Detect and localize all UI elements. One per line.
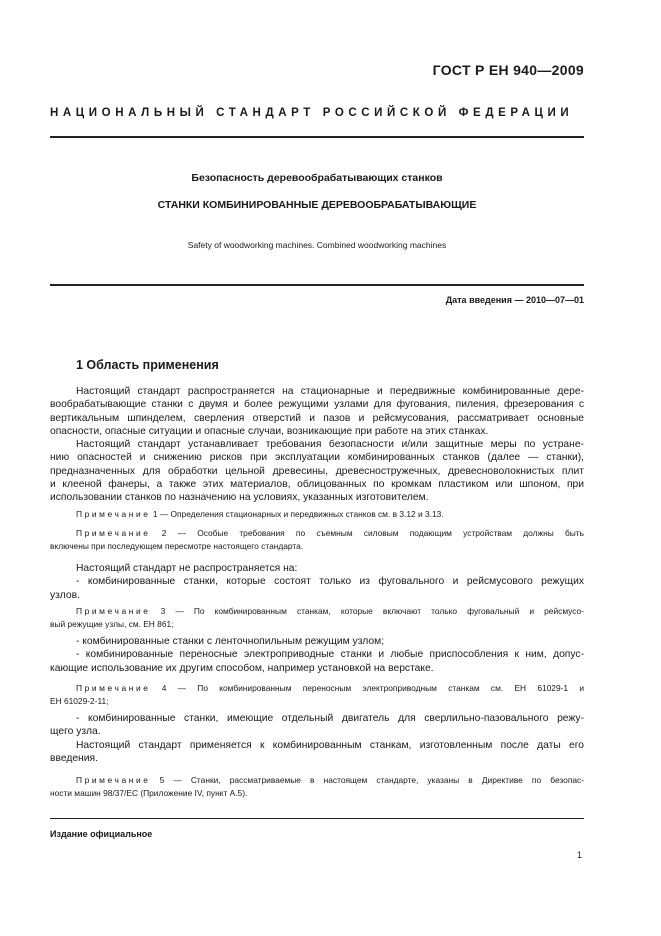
- note-5: Примечание 5 — Станки, рассматриваемые в настоящем стандарте, указаны в Директиве по безопас- ности машин 98/37/ЕС (Приложение IV, пункт А.5).: [50, 775, 584, 798]
- national-standard-title: НАЦИОНАЛЬНЫЙ СТАНДАРТ РОССИЙСКОЙ ФЕДЕРАЦИИ: [50, 107, 574, 119]
- note-label: Примечание: [76, 528, 151, 538]
- note-label: Примечание: [76, 683, 151, 693]
- note-1: Примечание 1 — Определения стационарных и передвижных станков см. в 3.12 и 3.13.: [76, 509, 444, 519]
- top-rule: [50, 136, 584, 138]
- note-label: Примечание: [76, 775, 151, 785]
- paragraph-scope: Настоящий стандарт распространяется на стационарные и передвижные комбинированные дере- вообрабатывающие станки с двумя и более режущими узлами для фугования, пиления, фрезерования с вертикальным шпинделем, сверления отверстий и пазов и рейсмусования, рассматривает основные опасности, опасные ситуации и опасные случаи, возникающие при работе на этих станках.: [50, 386, 584, 437]
- standard-code: ГОСТ Р ЕН 940—2009: [432, 62, 584, 78]
- note-4: Примечание 4 — По комбинированным переносным электроприводным станкам см. ЕН 61029-1 и ЕН 61029-2-11;: [50, 683, 584, 706]
- note-label: Примечание: [76, 509, 151, 519]
- introduction-date: Дата введения — 2010—07—01: [445, 295, 584, 305]
- note-label: Примечание: [76, 606, 151, 616]
- footer-rule: [50, 818, 584, 819]
- middle-rule: [50, 284, 584, 286]
- exclusion-list: - комбинированные станки с ленточнопильным режущим узлом; - комбинированные переносные электроприводные станки и любые приспособления к ним, допус- кающие использование их другим способом, например установкой на верстаке.: [50, 636, 584, 674]
- exclusion-list-2: - комбинированные станки, имеющие отдельный двигатель для сверлильно-пазовального режу- щего узла. Настоящий стандарт применяется к комбинированным станкам, изготовленным после даты его введения.: [50, 713, 584, 764]
- paragraph-exclusions: Настоящий стандарт не распространяется на: - комбинированные станки, которые состоят только из фуговального и рейсмусового режущих узлов.: [50, 563, 584, 601]
- standard-title-ru-general: Безопасность деревообрабатывающих станков: [191, 172, 443, 184]
- paragraph-requirements: Настоящий стандарт устанавливает требования безопасности и/или защитные меры по устране- нию опасностей и снижению рисков при эксплуатации комбинированных станков (далее — станки), предназначенных для обработки цельной древесины, древесностружечных, древесноволокнистых плит и клееной фанеры, а также этих материалов, облицованных по кромкам пластиком или шпоном, при использовании станков по назначению на условиях, указанных изготовителем.: [50, 439, 584, 504]
- standard-title-ru-main: СТАНКИ КОМБИНИРОВАННЫЕ ДЕРЕВООБРАБАТЫВАЮЩИЕ: [157, 199, 477, 211]
- standard-title-en: Safety of woodworking machines. Combined woodworking machines: [187, 240, 447, 250]
- official-edition-label: Издание официальное: [50, 829, 153, 839]
- note-2: Примечание 2 — Особые требования по съемным силовым подающим устройствам должны быть включены при последующем пересмотре настоящего стандарта.: [50, 528, 584, 551]
- section-heading: 1 Область применения: [76, 358, 219, 372]
- page-number: 1: [576, 850, 582, 860]
- note-3: Примечание 3 — По комбинированным станкам, которые включают только фуговальный и рейсмусо- вый режущие узлы, см. ЕН 861;: [50, 606, 584, 629]
